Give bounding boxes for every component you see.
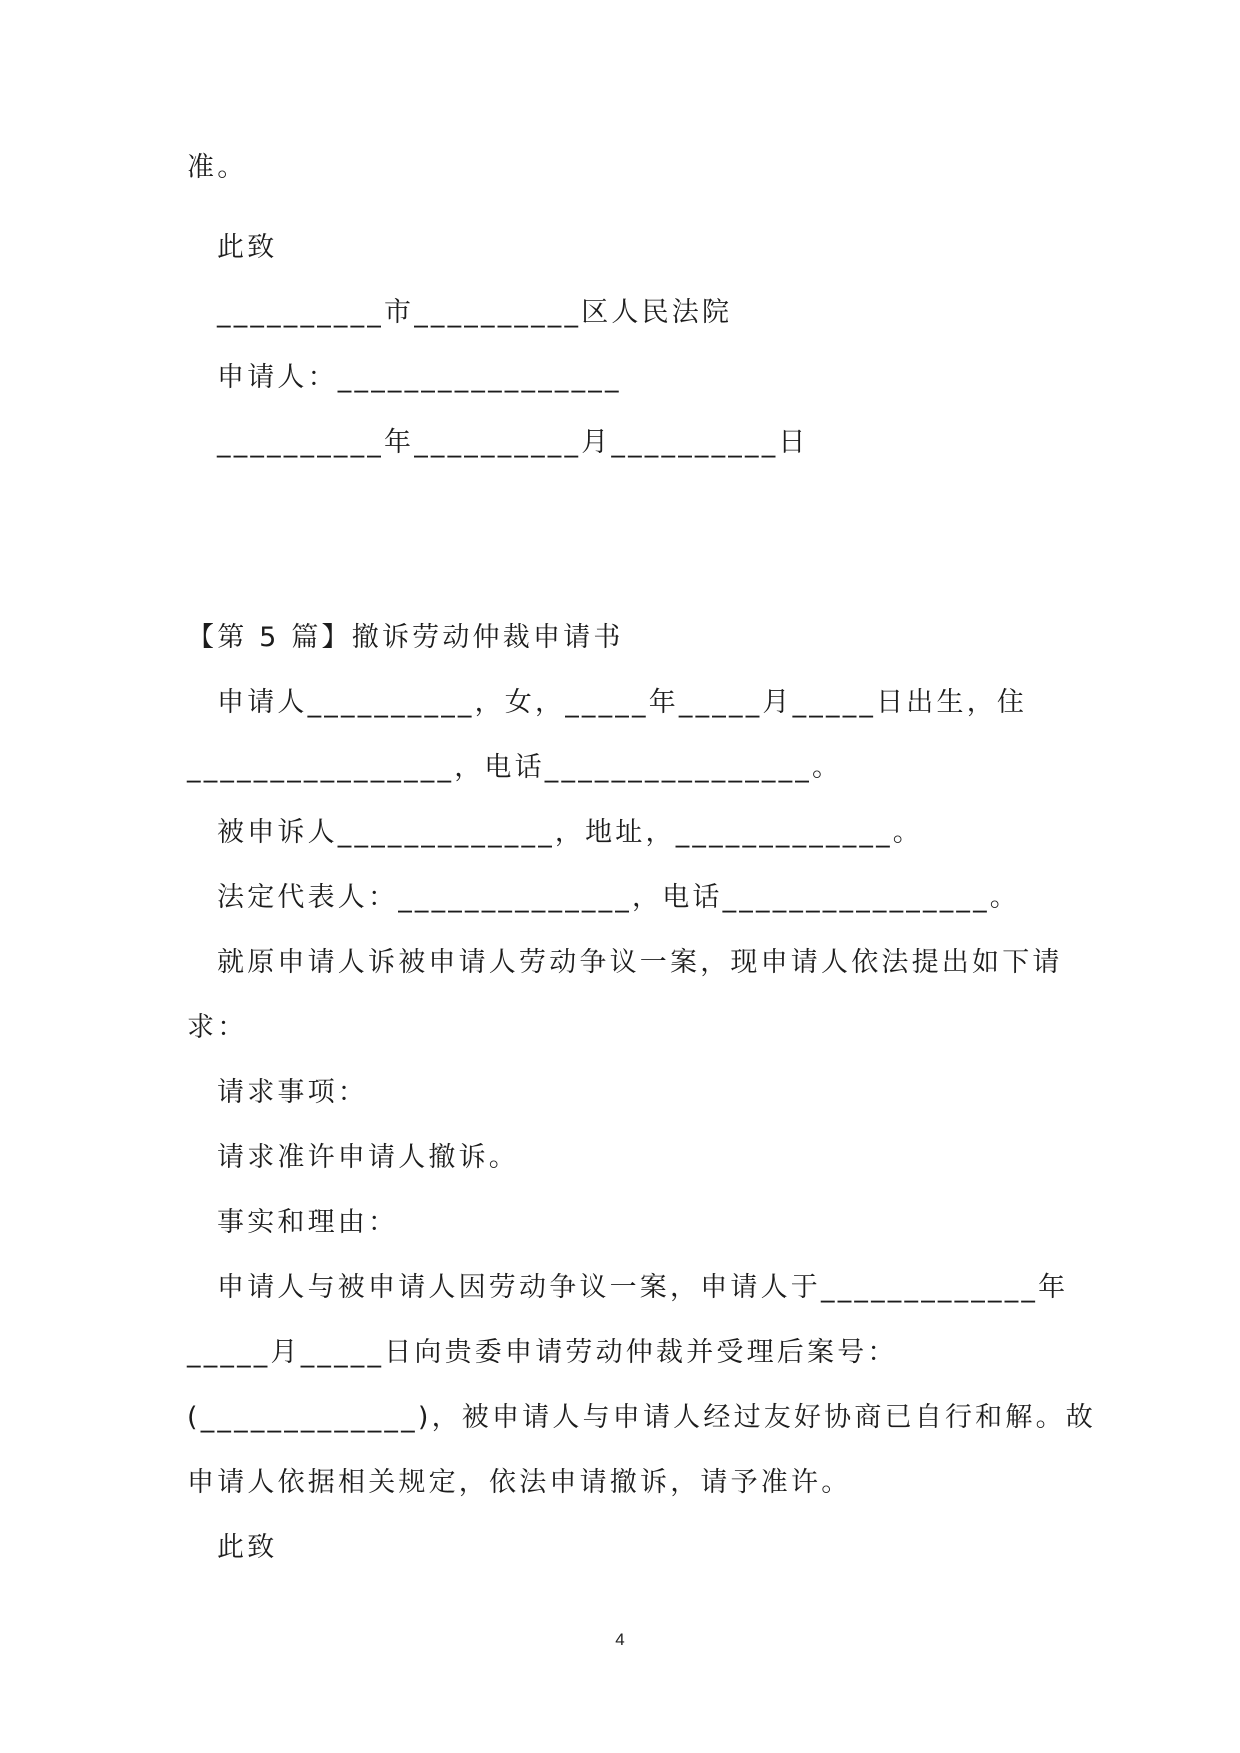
- facts-reasons-heading: 事实和理由：: [217, 1207, 399, 1238]
- court-addressee-line: __________市__________区人民法院: [217, 297, 733, 328]
- facts-paragraph-line-3: (_____________)，被申请人与申请人经过友好协商已自行和解。故: [187, 1402, 1096, 1433]
- closing-salutation: 此致: [217, 232, 278, 263]
- closing-salutation-2: 此致: [217, 1532, 278, 1563]
- article-title: 【第 5 篇】撤诉劳动仲裁申请书: [187, 622, 624, 653]
- page-number: 4: [615, 1630, 625, 1649]
- request-items-heading: 请求事项：: [217, 1077, 368, 1108]
- request-intro-line: 就原申请人诉被申请人劳动争议一案，现申请人依法提出如下请: [217, 947, 1063, 978]
- respondent-line: 被申诉人_____________，地址，_____________。: [217, 817, 923, 848]
- facts-paragraph-line-4: 申请人依据相关规定，依法申请撤诉，请予准许。: [187, 1467, 852, 1498]
- applicant-signature-line: 申请人：_________________: [217, 362, 622, 393]
- legal-representative-line: 法定代表人：______________，电话________________。: [217, 882, 1020, 913]
- text-line-zhun: 准。: [187, 152, 248, 183]
- facts-paragraph-line-2: _____月_____日向贵委申请劳动仲裁并受理后案号：: [187, 1337, 898, 1368]
- applicant-info-line: 申请人__________，女，_____年_____月_____日出生，住: [217, 687, 1028, 718]
- applicant-address-phone-line: ________________，电话________________。: [187, 752, 843, 783]
- request-intro-cont: 求：: [187, 1012, 248, 1043]
- date-line: __________年__________月__________日: [217, 427, 809, 458]
- facts-paragraph-line-1: 申请人与被申请人因劳动争议一案，申请人于_____________年: [217, 1272, 1069, 1303]
- request-item-text: 请求准许申请人撤诉。: [217, 1142, 519, 1173]
